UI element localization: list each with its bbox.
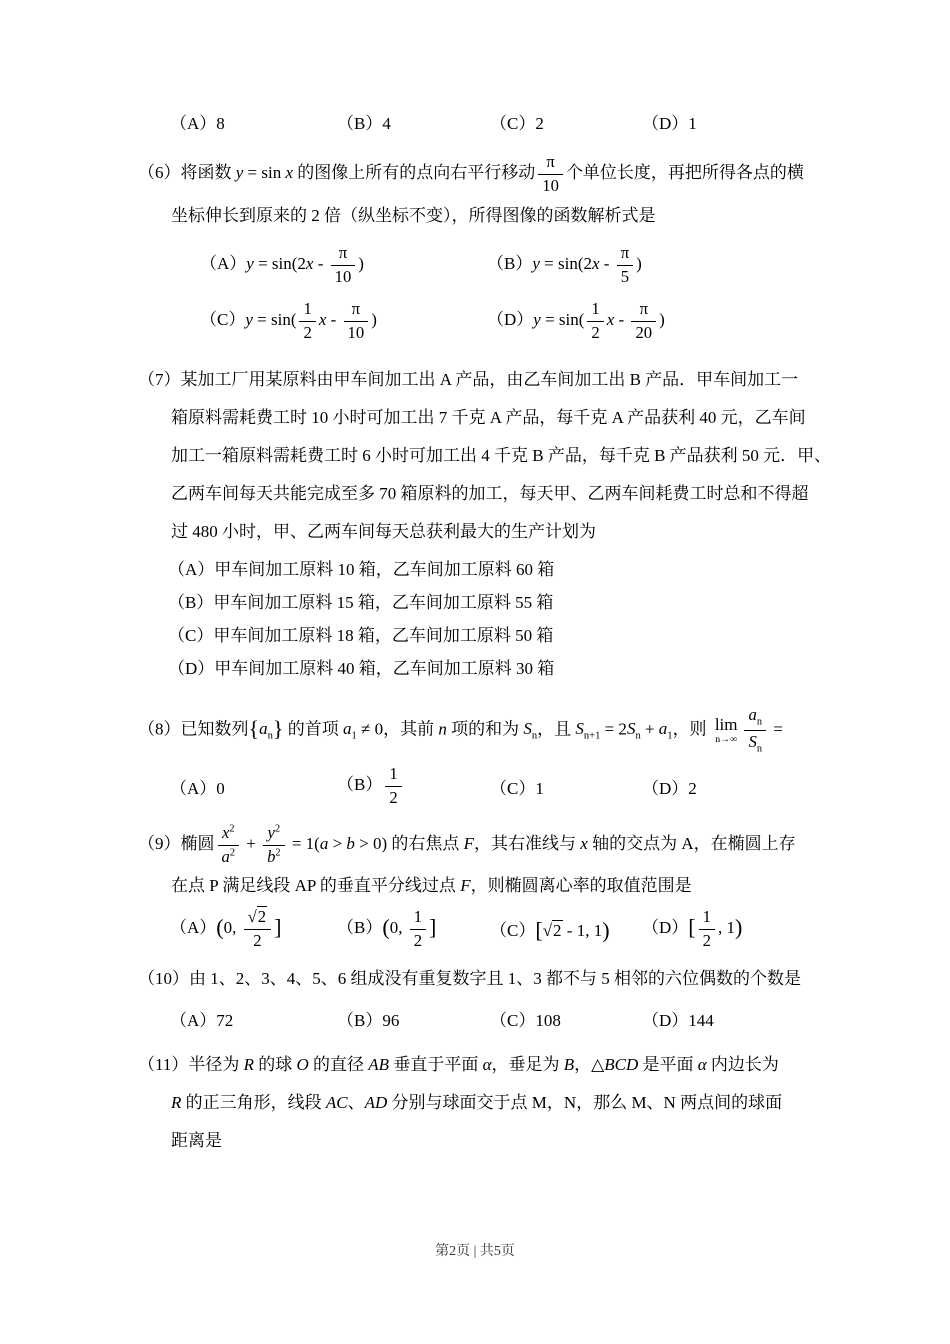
question-11 bbox=[138, 1046, 860, 1160]
q10-options-row bbox=[138, 1000, 860, 1038]
q8-option-b: （B） $\frac{1}{2}$ bbox=[337, 764, 490, 809]
q11-text-line-3: 距离是 bbox=[171, 1130, 222, 1150]
q9-text-line-1: （9）椭圆 $\frac{x^2}{a^2}$ + $\frac{y^2}{b^2}$ = 1(a > b > 0) 的右焦点 F，其右准线与 x 轴的交点为 A，在椭圆上存 bbox=[138, 822, 796, 866]
q6-option-c: （C）y = sin( $\frac{1}{2}$ x - $\frac{\pi}{10}$ ) bbox=[200, 299, 377, 343]
q8-option-c: （C）1 bbox=[490, 778, 544, 798]
q5-option-d: （D）1 bbox=[642, 113, 697, 133]
q8-option-a: （A）0 bbox=[170, 778, 225, 798]
question-10 bbox=[138, 960, 860, 1038]
q7-text-line-5: 过 480 小时，甲、乙两车间每天总获利最大的生产计划为 bbox=[171, 521, 596, 541]
q5-option-a: （A）8 bbox=[170, 113, 225, 133]
q11-text-line-1: （11）半径为 R 的球 O 的直径 AB 垂直于平面 α，垂足为 B，△BCD 是平面 α 内边长为 bbox=[138, 1054, 779, 1074]
q11-text-line-2: R 的正三角形，线段 AC、AD 分别与球面交于点 M，N，那么 M、N 两点间的球面 bbox=[171, 1092, 783, 1112]
q9-option-a: （A）(0, $\frac{√2}{2}$ ] bbox=[170, 907, 282, 951]
q10-text-line-1: （10）由 1、2、3、4、5、6 组成没有重复数字且 1、3 都不与 5 相邻的六位偶数的个数是 bbox=[138, 968, 801, 988]
q7-option-b: （B）甲车间加工原料 15 箱，乙车间加工原料 55 箱 bbox=[168, 592, 554, 612]
q6-option-b: （B）y = sin(2x - $\frac{\pi}{5}$ ) bbox=[487, 243, 642, 287]
q9-text-line-2: 在点 P 满足线段 AP 的垂直平分线过点 F，则椭圆离心率的取值范围是 bbox=[171, 876, 692, 896]
q10-option-b: （B）96 bbox=[337, 1011, 400, 1031]
question-8 bbox=[138, 705, 860, 809]
q5-option-b: （B）4 bbox=[337, 113, 391, 133]
q7-text-line-4: 乙两车间每天共能完成至多 70 箱原料的加工，每天甲、乙两车间耗费工时总和不得超 bbox=[171, 483, 809, 503]
q7-option-d: （D）甲车间加工原料 40 箱，乙车间加工原料 30 箱 bbox=[168, 658, 555, 678]
question-9 bbox=[138, 823, 860, 952]
question-6 bbox=[138, 152, 860, 347]
q5-option-c: （C）2 bbox=[490, 113, 544, 133]
page-footer bbox=[0, 1240, 950, 1260]
q7-text-line-1: （7）某加工厂用某原料由甲车间加工出 A 产品，由乙车间加工出 B 产品．甲车间加工一 bbox=[138, 369, 799, 389]
q8-option-d: （D）2 bbox=[642, 778, 697, 798]
q10-option-a: （A）72 bbox=[170, 1011, 234, 1031]
q10-option-c: （C）108 bbox=[490, 1011, 561, 1031]
q7-option-c: （C）甲车间加工原料 18 箱，乙车间加工原料 50 箱 bbox=[168, 625, 554, 645]
q7-text-line-2: 箱原料需耗费工时 10 小时可加工出 7 千克 A 产品，每千克 A 产品获利 40 元，乙车间 bbox=[171, 407, 806, 427]
question-7 bbox=[138, 361, 860, 685]
q5-options-row bbox=[138, 102, 860, 140]
q8-text-line-1: （8）已知数列$\{a_n\}$ 的首项 $a_1 \ne 0$，其前 n 项的和为 $S_n$，且 $S_{n+1} = 2S_n + a_1$，则 lim n→∞ $\frac{a_n}{S_n}$ = bbox=[138, 704, 783, 755]
q7-text-line-3: 加工一箱原料需耗费工时 6 小时可加工出 4 千克 B 产品，每千克 B 产品获利 50 元．甲、 bbox=[171, 445, 832, 465]
q9-option-d: （D）[ $\frac{1}{2}$ , 1) bbox=[642, 907, 743, 951]
q7-options-list bbox=[138, 553, 860, 685]
q6-option-d: （D）y = sin( $\frac{1}{2}$ x - $\frac{\pi}{20}$ ) bbox=[487, 299, 665, 343]
q6-option-a: （A）y = sin(2x - $\frac{\pi}{10}$ ) bbox=[200, 243, 364, 287]
q9-options-row bbox=[138, 907, 860, 952]
q8-options-row bbox=[138, 764, 860, 809]
q6-text-line-1: （6）将函数 y = sin x 的图像上所有的点向右平行移动 $\frac{\pi}{10}$ 个单位长度，再把所得各点的横 bbox=[138, 152, 804, 195]
page-number: 第2页 | 共5页 bbox=[435, 1244, 515, 1259]
q9-option-b: （B）(0, $\frac{1}{2}$ ] bbox=[337, 907, 437, 951]
q10-option-d: （D）144 bbox=[642, 1011, 714, 1031]
q9-option-c: （C）[√2 - 1, 1) bbox=[490, 917, 610, 943]
q6-options-row-2 bbox=[138, 297, 860, 347]
q6-options-row-1 bbox=[138, 241, 860, 291]
q7-option-a: （A）甲车间加工原料 10 箱，乙车间加工原料 60 箱 bbox=[168, 559, 555, 579]
q6-text-line-2: 坐标伸长到原来的 2 倍（纵坐标不变），所得图像的函数解析式是 bbox=[171, 205, 656, 225]
